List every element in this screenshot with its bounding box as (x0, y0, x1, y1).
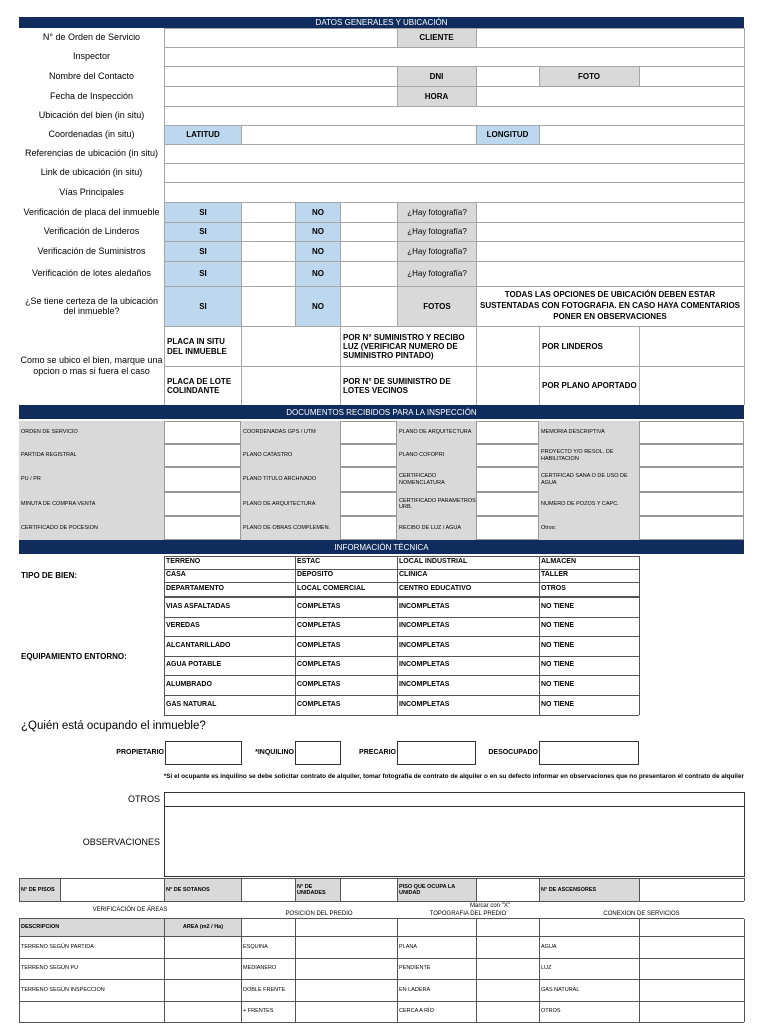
equip-opt-completas[interactable]: COMPLETAS (297, 622, 341, 630)
doc-label-partida-registral: PARTIDA REGISTRAL (19, 444, 164, 467)
label-latitud: LATITUD (165, 126, 241, 144)
tipo-taller[interactable]: TALLER (541, 571, 569, 579)
posicion-medianero: MEDIANERO (243, 965, 277, 972)
label-observaciones: OBSERVACIONES (82, 836, 160, 847)
contacto-field[interactable] (165, 67, 396, 85)
topografia-check[interactable] (477, 1001, 539, 1022)
link-field[interactable] (165, 164, 743, 181)
opt-por-suministro-vecinos-box[interactable] (477, 367, 538, 404)
equip-item-vias-asfaltadas: VIAS ASFALTADAS (166, 602, 231, 610)
posicion-check[interactable] (296, 958, 397, 979)
conexion-luz: LUZ (541, 965, 552, 972)
section-header-documentos: DOCUMENTOS RECIBIDOS PARA LA INSPECCIÓN (19, 405, 744, 419)
area-desc-terreno-segun-inspeccion: TERRENO SEGÚN INSPECCION (21, 986, 105, 993)
equip-item-gas-natural: GAS NATURAL (166, 700, 217, 708)
doc-label-certificado-nomenclatura: CERTIFICADO NOMENCLATURA (397, 467, 476, 492)
label-inquilino: *INQUILINO (255, 748, 294, 756)
opt-por-linderos-box[interactable] (640, 327, 743, 365)
equip-item-alcantarillado: ALCANTARILLADO (166, 641, 231, 649)
suministros-no[interactable]: NO (296, 242, 340, 261)
inquilino-box[interactable] (295, 741, 341, 765)
opt-placa-insitu: PLACA IN SITU DEL INMUEBLE (167, 337, 227, 356)
label-vias: Vías Principales (59, 186, 124, 197)
equip-opt-no-tiene[interactable]: NO TIENE (541, 602, 575, 610)
doc-check-proyecto-y-o-resol-de-habilitacion[interactable] (639, 444, 744, 467)
opt-por-suministro-vecinos: POR N° DE SUMINISTRO DE LOTES VECINOS (343, 376, 451, 395)
topografia-en-ladera: EN LADERA (399, 986, 431, 993)
equip-opt-incompletas[interactable]: INCOMPLETAS (399, 641, 450, 649)
linderos-hay-foto: ¿Hay fotografía? (398, 223, 476, 241)
placa-no[interactable]: NO (296, 203, 340, 222)
label-n-sotanos: N° DE SOTANOS (164, 879, 241, 901)
equip-opt-completas[interactable]: COMPLETAS (297, 680, 341, 688)
topografia-plana: PLANA (399, 943, 418, 950)
label-n-ascensores: N° DE ASCENSORES (539, 879, 639, 901)
equip-opt-no-tiene[interactable]: NO TIENE (541, 641, 575, 649)
opt-por-plano-box[interactable] (640, 367, 743, 404)
label-foto: FOTO (539, 67, 639, 86)
tipo-deposito[interactable]: DEPOSITO (297, 571, 334, 579)
label-hora: HORA (397, 87, 476, 106)
doc-check-memoria-descriptiva[interactable] (639, 421, 744, 444)
equip-opt-no-tiene[interactable]: NO TIENE (541, 661, 575, 669)
opt-por-linderos: POR LINDEROS (542, 341, 603, 351)
label-posicion: POSICIÓN DEL PREDIO (285, 911, 353, 918)
equip-opt-incompletas[interactable]: INCOMPLETAS (399, 661, 450, 669)
label-descripcion: DESCRIPCION (19, 919, 164, 936)
doc-label-plano-cofopri: PLANO COFOPRI (397, 444, 476, 467)
orden-servicio-field[interactable] (165, 29, 396, 46)
label-verif-placa: Verificación de placa del inmueble (23, 206, 160, 217)
fecha-field[interactable] (165, 87, 396, 105)
opt-placa-lote-box[interactable] (242, 367, 339, 404)
doc-label-certificad-sana-o-de-uso-de-agua: CERTIFICAD SANA O DE USO DE AGUA (539, 467, 639, 492)
placa-si[interactable]: SI (165, 203, 241, 222)
tipo-terreno[interactable]: TERRENO (166, 558, 201, 566)
vias-field[interactable] (165, 183, 743, 201)
lotes-hay-foto: ¿Hay fotografía? (398, 262, 476, 286)
lotes-no[interactable]: NO (296, 262, 340, 286)
label-link-ubicacion: Link de ubicación (in situ) (40, 167, 143, 178)
label-verif-lotes: Verificación de lotes aledaños (31, 268, 152, 279)
doc-check-coordenadas-gps-utm[interactable] (340, 421, 397, 444)
doc-label-otros: Otros: (539, 516, 639, 540)
posicion-esquina: ESQUINA (243, 943, 268, 950)
conexion-check[interactable] (640, 979, 744, 1001)
label-tipo-bien: TIPO DE BIEN: (21, 571, 78, 581)
opt-por-suministro: POR N° SUMINISTRO Y RECIBO LUZ (VERIFICAR NUMERO DE SUMINISTRO PINTADO) (343, 332, 465, 361)
area-value-field[interactable] (165, 1001, 241, 1022)
equip-opt-completas[interactable]: COMPLETAS (297, 661, 341, 669)
label-cliente: CLIENTE (397, 29, 476, 47)
label-orden-servicio: N° de Orden de Servicio (42, 32, 141, 43)
doc-label-plano-de-arquitectura: PLANO DE ARQUITECTURA (397, 421, 476, 444)
doc-label-memoria-descriptiva: MEMORIA DESCRIPTIVA (539, 421, 639, 444)
opt-por-suministro-box[interactable] (477, 327, 538, 365)
posicion-doble-frente: DOBLE FRENTE (243, 986, 286, 993)
tipo-centro-educativo[interactable]: CENTRO EDUCATIVO (399, 585, 472, 593)
label-precario: PRECARIO (359, 748, 396, 756)
equip-item-alumbrado: ALUMBRADO (166, 680, 212, 688)
section-header-informacion-tecnica: INFORMACIÓN TÉCNICA (19, 540, 744, 554)
equip-opt-completas[interactable]: COMPLETAS (297, 602, 341, 610)
label-fecha-inspeccion: Fecha de Inspección (49, 90, 134, 101)
equip-opt-incompletas[interactable]: INCOMPLETAS (399, 700, 450, 708)
placa-hay-foto: ¿Hay fotografía? (398, 203, 476, 222)
lotes-si[interactable]: SI (165, 262, 241, 286)
tipo-otros[interactable]: OTROS (541, 585, 566, 593)
label-longitud: LONGITUD (476, 126, 539, 144)
area-value-field[interactable] (165, 979, 241, 1001)
suministros-hay-foto: ¿Hay fotografía? (398, 242, 476, 261)
label-desocupado: DESOCUPADO (488, 748, 538, 756)
conexion-gas-natural: GAS NATURAL (541, 986, 580, 993)
label-propietario: PROPIETARIO (116, 748, 164, 756)
doc-check-certificado-parametros-urb[interactable] (476, 492, 539, 516)
equip-item-agua-potable: AGUA POTABLE (166, 661, 222, 669)
tipo-clinica[interactable]: CLINICA (399, 571, 428, 579)
posicion-check[interactable] (296, 936, 397, 958)
doc-label-plano-de-arquitectura: PLANO DE ARQUITECTURA (241, 492, 340, 516)
doc-label-proyecto-y-o-resol-de-habilitacion: PROYECTO Y/O RESOL. DE HABILITACION (539, 444, 639, 467)
conexion-check[interactable] (640, 958, 744, 979)
label-dni: DNI (397, 67, 476, 86)
dni-field[interactable] (477, 67, 538, 85)
doc-label-pu-pr: PU / PR (19, 467, 164, 492)
latitud-field[interactable] (242, 126, 475, 143)
opt-placa-lote: PLACA DE LOTE COLINDANTE (167, 376, 232, 395)
doc-label-recibo-de-luz-agua: RECIBO DE LUZ / AGUA (397, 516, 476, 540)
desocupado-box[interactable] (539, 741, 639, 765)
equip-opt-completas[interactable]: COMPLETAS (297, 641, 341, 649)
posicion-check[interactable] (296, 1001, 397, 1022)
doc-check-pu-pr[interactable] (164, 467, 241, 492)
label-nombre-contacto: Nombre del Contacto (48, 70, 135, 81)
opt-placa-insitu-box[interactable] (242, 327, 339, 365)
posicion-frentes: + FRENTES (243, 1008, 274, 1015)
propietario-box[interactable] (165, 741, 242, 765)
doc-check-partida-registral[interactable] (164, 444, 241, 467)
area-desc-blank (19, 1001, 164, 1022)
doc-label-coordenadas-gps-utm: COORDENADAS GPS / UTM (241, 421, 340, 444)
conexion-agua: AGUA (541, 943, 557, 950)
posicion-check[interactable] (296, 979, 397, 1001)
linderos-no[interactable]: NO (296, 223, 340, 241)
inspector-field[interactable] (165, 48, 743, 65)
tipo-estac[interactable]: ESTAC (297, 558, 321, 566)
label-n-pisos: N° DE PISOS (19, 879, 60, 901)
label-piso-unidad: PISO QUE OCUPA LA UNIDAD (397, 879, 476, 901)
doc-label-minuta-de-compra-venta: MINUTA DE COMPRA VENTA (19, 492, 164, 516)
doc-check-recibo-de-luz-agua[interactable] (476, 516, 539, 540)
doc-check-orden-de-servicio[interactable] (164, 421, 241, 444)
certeza-no[interactable]: NO (296, 287, 340, 326)
tipo-casa[interactable]: CASA (166, 571, 186, 579)
label-equipamiento: EQUIPAMIENTO ENTORNO: (21, 651, 127, 661)
doc-check-plano-cofopri[interactable] (476, 444, 539, 467)
doc-check-plano-de-obras-complemen[interactable] (340, 516, 397, 540)
equip-opt-incompletas[interactable]: INCOMPLETAS (399, 602, 450, 610)
tipo-local-industrial[interactable]: LOCAL INDUSTRIAL (399, 558, 468, 566)
label-verif-linderos: Verificación de Linderos (43, 226, 140, 237)
referencias-field[interactable] (165, 145, 743, 162)
marcar-x: Marcar con "X" (470, 902, 510, 909)
label-certeza: ¿Se tiene certeza de la ubicación del inmueble? (24, 295, 159, 316)
topografia-check[interactable] (477, 936, 539, 958)
label-ubicacion: Ubicación del bien (in situ) (38, 110, 145, 121)
n-ascensores-field[interactable] (640, 879, 744, 901)
doc-check-numero-de-pozos-y-capc[interactable] (639, 492, 744, 516)
nota-fotos: TODAS LAS OPCIONES DE UBICACIÓN DEBEN ESTAR SUSTENTADAS CON FOTOGRAFIA. EN CASO HAYA COMENTARIOS PONER EN OBSERVACIONES (479, 290, 741, 321)
label-como-ubico: Como se ubico el bien, marque una opcion o mas si fuera el caso (20, 355, 163, 376)
doc-label-certificado-de-pocesion: CERTIFICADO DE POCESION (19, 516, 164, 540)
certeza-si[interactable]: SI (165, 287, 241, 326)
label-fotos: FOTOS (398, 287, 476, 326)
label-referencias: Referencias de ubicación (in situ) (24, 148, 159, 159)
section-header-datos-generales: DATOS GENERALES Y UBICACIÓN (19, 17, 744, 28)
linderos-si[interactable]: SI (165, 223, 241, 241)
ubicacion-field[interactable] (165, 107, 743, 124)
n-unidades-field[interactable] (341, 879, 397, 901)
area-value-field[interactable] (165, 936, 241, 958)
topografia-pendiente: PENDIENTE (399, 965, 431, 972)
n-pisos-field[interactable] (61, 879, 164, 901)
topografia-check[interactable] (477, 979, 539, 1001)
equip-opt-incompletas[interactable]: INCOMPLETAS (399, 680, 450, 688)
doc-check-plano-de-arquitectura[interactable] (476, 421, 539, 444)
conexion-otros: OTROS (541, 1008, 561, 1015)
cliente-field[interactable] (477, 29, 743, 46)
area-desc-terreno-segun-partida: TERRENO SEGÚN PARTIDA (21, 943, 94, 950)
foto-field[interactable] (640, 67, 743, 85)
topografia-cerca-a-rio: CERCA A RÍO (399, 1008, 434, 1015)
doc-check-plano-titulo-archivado[interactable] (340, 467, 397, 492)
hora-field[interactable] (477, 87, 743, 105)
label-otros: OTROS (127, 793, 160, 804)
tipo-local-comercial[interactable]: LOCAL COMERCIAL (297, 585, 366, 593)
tipo-almacen[interactable]: ALMACEN (541, 558, 576, 566)
doc-check-plano-de-arquitectura[interactable] (340, 492, 397, 516)
doc-check-plano-catastro[interactable] (340, 444, 397, 467)
doc-label-orden-de-servicio: ORDEN DE SERVICIO (19, 421, 164, 444)
doc-check-certificado-de-pocesion[interactable] (164, 516, 241, 540)
suministros-si[interactable]: SI (165, 242, 241, 261)
n-sotanos-field[interactable] (242, 879, 295, 901)
equip-opt-no-tiene[interactable]: NO TIENE (541, 622, 575, 630)
doc-check-certificad-sana-o-de-uso-de-agua[interactable] (639, 467, 744, 492)
equip-opt-no-tiene[interactable]: NO TIENE (541, 700, 575, 708)
ocupa-title: ¿Quién está ocupando el inmueble? (21, 720, 206, 733)
otros-field[interactable] (164, 792, 745, 807)
area-value-field[interactable] (165, 958, 241, 979)
equip-opt-incompletas[interactable]: INCOMPLETAS (399, 622, 450, 630)
label-verif-areas: VERIFICACIÓN DE ÁREAS (92, 906, 168, 913)
doc-check-otros[interactable] (639, 516, 744, 540)
doc-label-plano-catastro: PLANO CATASTRO (241, 444, 340, 467)
doc-check-certificado-nomenclatura[interactable] (476, 467, 539, 492)
observaciones-field[interactable] (164, 806, 745, 877)
conexion-check[interactable] (640, 936, 744, 958)
piso-unidad-field[interactable] (477, 879, 539, 901)
longitud-field[interactable] (540, 126, 743, 143)
area-desc-terreno-segun-pu: TERRENO SEGÚN PU (21, 965, 79, 972)
label-area: AREA (m2 / Ha) (165, 919, 241, 936)
label-conexion: CONEXIÓN DE SERVICIOS (603, 911, 680, 918)
doc-label-numero-de-pozos-y-capc: NUMERO DE POZOS Y CAPC. (539, 492, 639, 516)
label-topografia: TOPOGRAFIA DEL PREDIO (429, 911, 507, 918)
topografia-check[interactable] (477, 958, 539, 979)
label-n-unidades: N° DE UNIDADES (295, 879, 340, 901)
label-verif-suministros: Verificación de Suministros (37, 245, 146, 256)
label-inspector: Inspector (72, 51, 111, 62)
label-coordenadas: Coordenadas (in situ) (48, 129, 135, 140)
opt-por-plano: POR PLANO APORTADO (542, 381, 637, 391)
equip-opt-no-tiene[interactable]: NO TIENE (541, 680, 575, 688)
tipo-departamento[interactable]: DEPARTAMENTO (166, 585, 224, 593)
doc-label-certificado-parametros-urb: CERTIFICADO PARAMETROS URB. (397, 492, 476, 516)
doc-check-minuta-de-compra-venta[interactable] (164, 492, 241, 516)
doc-label-plano-titulo-archivado: PLANO TITULO ARCHIVADO (241, 467, 340, 492)
ocupa-nota: *Si el ocupante es inquilino se debe solicitar contrato de alquiler, tomar fotografía de contrato de alquiler o en su defecto informar en observaciones que no presentaron el contrato de alquiler (163, 773, 744, 781)
conexion-check[interactable] (640, 1001, 744, 1022)
equip-opt-completas[interactable]: COMPLETAS (297, 700, 341, 708)
doc-label-plano-de-obras-complemen: PLANO DE OBRAS COMPLEMEN. (241, 516, 340, 540)
equip-item-veredas: VEREDAS (166, 622, 200, 630)
precario-box[interactable] (397, 741, 476, 765)
